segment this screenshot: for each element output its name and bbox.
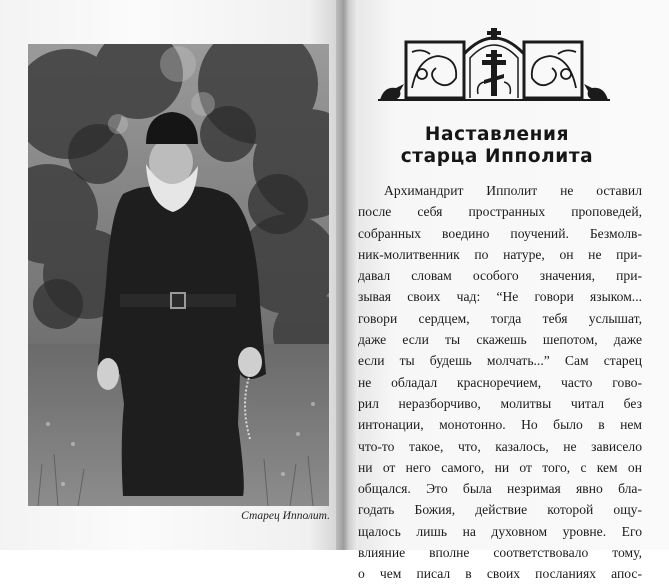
text-line: ник-молитвенник по натуре, он не при- — [358, 246, 642, 262]
text-line: говори сердцем, тогда тебя услышат, — [358, 310, 642, 326]
text-line: Архимандрит Ипполит не оставил — [384, 183, 642, 198]
monk-photograph — [28, 44, 329, 506]
text-line: щалось лишь на духовном уровне. Его — [358, 523, 642, 539]
text-line: не обладал красноречием, часто гово- — [358, 374, 642, 390]
body-text — [358, 180, 642, 585]
text-line: после себя пространных проповедей, — [358, 204, 642, 220]
text-line: давал словам особого значения, при- — [358, 268, 642, 284]
text-line: влияние вполне соответствовало тому, — [358, 545, 642, 561]
text-line: что-то такое, что, казалось, не зависело — [358, 438, 642, 454]
text-line: о чем писал в своих посланиях апос- — [358, 566, 642, 582]
chapter-title-line-1: Наставления — [424, 124, 570, 145]
text-line: рил неразборчиво, молитвы читал без — [358, 395, 642, 411]
photo-caption: Старец Ипполит. — [241, 510, 330, 522]
text-line: если ты будешь молчать...” Сам старец — [358, 353, 642, 369]
monk-photo-image — [28, 44, 329, 506]
text-line: общался. Это была незримая явно бла- — [358, 481, 642, 497]
text-line: ни от него самого, ни от того, с кем он — [358, 459, 642, 475]
book-gutter — [336, 0, 358, 550]
left-page — [0, 0, 336, 550]
text-line: зывая своих чад: “Не говори языком... — [358, 289, 642, 305]
text-line: даже если ты скажешь шепотом, даже — [358, 332, 642, 348]
cross-ornament-headpiece — [378, 28, 610, 110]
text-line: собранных воедино поучений. Безмолв- — [358, 225, 642, 241]
chapter-title-line-2: старца Ипполита — [400, 146, 594, 167]
text-line: интонации, монотонно. Но было в нем — [358, 417, 642, 433]
text-line: годать Божия, действие которой ощу- — [358, 502, 642, 518]
right-page — [358, 0, 669, 582]
